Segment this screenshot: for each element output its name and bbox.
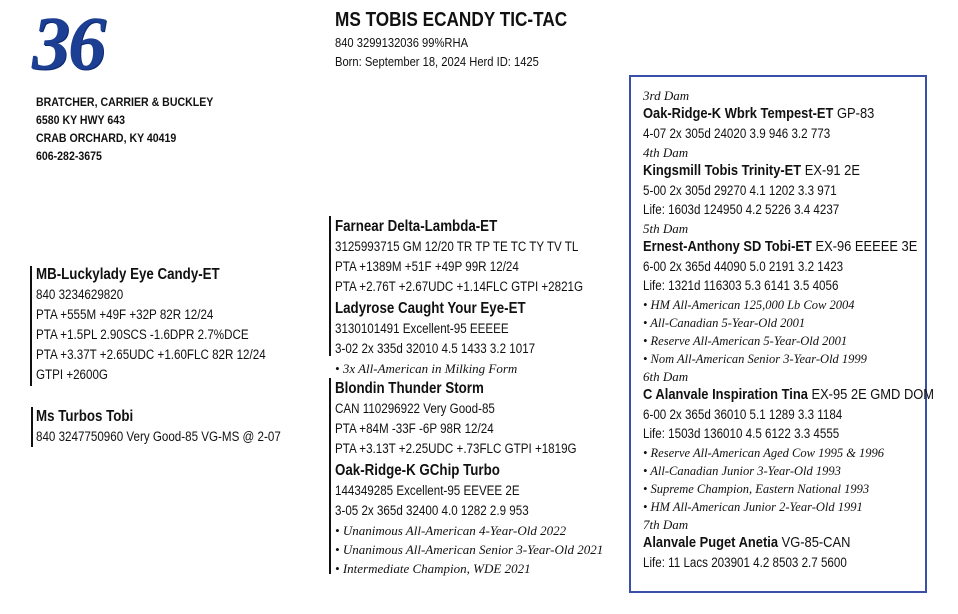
dam-name-text: Kingsmill Tobis Trinity-ET (643, 161, 802, 179)
honor-line: • Supreme Champion, Eastern National 1993 (643, 481, 870, 496)
record-line: Life: 1321d 116303 5.3 6141 3.5 4056 (643, 278, 839, 293)
record-line: Life: 1503d 136010 4.5 6122 3.3 4555 (643, 426, 840, 441)
sire-dam-name: Ladyrose Caught Your Eye-ET (335, 300, 526, 317)
honor-text: Reserve All-American 5-Year-Old 2001 (650, 333, 848, 348)
generation-3rd-dam (643, 87, 958, 144)
dam-dam-line: 3-05 2x 365d 32400 4.0 1282 2.9 953 (335, 503, 529, 518)
sire-dam-line: 3-02 2x 335d 32010 4.5 1433 3.2 1017 (335, 341, 536, 356)
dam-name (643, 104, 934, 124)
honor-text: Reserve All-American Aged Cow 1995 & 1996 (650, 445, 885, 460)
dam-dam-block (335, 461, 603, 578)
generation-label: 5th Dam (643, 220, 689, 236)
record-line: 6-00 2x 365d 36010 5.1 1289 3.3 1184 (643, 406, 843, 422)
classification: EX-96 EEEEE 3E (815, 237, 918, 255)
dam-bracket-bar (31, 407, 33, 447)
dam-name-text: Alanvale Puget Anetia (643, 533, 779, 551)
generation-6th-dam (643, 368, 958, 516)
sire-name: MB-Luckylady Eye Candy-ET (36, 266, 220, 283)
sire-block (36, 265, 303, 385)
honor-line: • All-Canadian Junior 3-Year-Old 1993 (643, 463, 841, 478)
sire-line: GTPI +2600G (36, 367, 108, 382)
dam-block (36, 407, 321, 447)
animal-name: MS TOBIS ECANDY TIC-TAC (335, 9, 568, 31)
honor-text: Unanimous All-American Senior 3-Year-Old 2021 (342, 542, 604, 557)
generation-label: 7th Dam (643, 516, 689, 532)
female-line-list (643, 87, 958, 572)
dam-name (643, 533, 934, 553)
dam-name (643, 161, 934, 181)
dam-name-text: Oak-Ridge-K Wbrk Tempest-ET (643, 105, 834, 122)
generation-label: 6th Dam (643, 368, 689, 384)
consignor-address-line-2: CRAB ORCHARD, KY 40419 (36, 133, 177, 145)
sire-dam-block (335, 299, 568, 378)
animal-id-line: 840 3299132036 99%RHA (335, 35, 469, 50)
consignor-phone: 606-282-3675 (36, 151, 102, 163)
honor-text: Nom All-American Senior 3-Year-Old 1999 (650, 351, 867, 366)
sire-sire-name: Farnear Delta-Lambda-ET (335, 218, 498, 235)
record-line: 4-07 2x 305d 24020 3.9 946 3.2 773 (643, 126, 831, 141)
lot-number: 36 (32, 2, 104, 86)
honor-line: • Reserve All-American Aged Cow 1995 & 1996 (643, 445, 885, 460)
dam-name (643, 385, 934, 405)
sire-side-bracket-bar (329, 216, 331, 356)
generation-label: 3rd Dam (643, 88, 690, 103)
dam-line: 840 3247750960 Very Good-85 VG-MS @ 2-07 (36, 429, 281, 444)
honor-line: • HM All-American Junior 2-Year-Old 1991 (643, 499, 863, 514)
dam-name: Ms Turbos Tobi (36, 408, 134, 425)
dam-dam-line: 144349285 Excellent-95 EEVEE 2E (335, 483, 520, 498)
consignor-block (36, 94, 213, 166)
record-line: Life: 11 Lacs 203901 4.2 8503 2.7 5600 (643, 554, 847, 570)
animal-header (335, 7, 605, 71)
dam-dam-honor: • Unanimous All-American 4-Year-Old 2022 (335, 523, 567, 538)
honor-text: All-Canadian 5-Year-Old 2001 (650, 315, 806, 330)
honor-text: Intermediate Champion, WDE 2021 (342, 561, 531, 576)
dam-dam-honor: • Intermediate Champion, WDE 2021 (335, 561, 531, 576)
honor-text: Unanimous All-American 4-Year-Old 2022 (342, 523, 567, 538)
honor-line: • All-Canadian 5-Year-Old 2001 (643, 315, 806, 330)
generation-4th-dam (643, 144, 958, 220)
dam-name (643, 237, 934, 257)
sire-sire-line: 3125993715 GM 12/20 TR TP TE TC TY TV TL (335, 239, 579, 254)
generation-label: 4th Dam (643, 144, 689, 160)
dam-sire-line: CAN 110296922 Very Good-85 (335, 401, 495, 416)
sire-bracket-bar (30, 266, 32, 386)
dam-name-text: C Alanvale Inspiration Tina (643, 385, 808, 403)
sire-sire-line: PTA +2.76T +2.67UDC +1.14FLC GTPI +2821G (335, 279, 584, 294)
honor-line: • HM All-American 125,000 Lb Cow 2004 (643, 297, 855, 312)
sire-line: PTA +555M +49F +32P 82R 12/24 (36, 307, 214, 322)
sire-line: PTA +1.5PL 2.90SCS -1.6DPR 2.7%DCE (36, 327, 249, 342)
classification: VG-85-CAN (781, 533, 851, 551)
dam-dam-honor: • Unanimous All-American Senior 3-Year-Old 2021 (335, 542, 604, 557)
dam-sire-block (335, 379, 616, 459)
record-line: 6-00 2x 365d 44090 5.0 2191 3.2 1423 (643, 258, 844, 274)
dam-name-text: Ernest-Anthony SD Tobi-ET (643, 237, 812, 255)
consignor-address-line-1: 6580 KY HWY 643 (36, 115, 126, 127)
sire-sire-block (335, 217, 623, 297)
dam-side-bracket-bar (329, 378, 331, 574)
female-line-box (629, 75, 935, 593)
dam-sire-line: PTA +84M -33F -6P 98R 12/24 (335, 421, 494, 436)
sire-dam-line: 3130101491 Excellent-95 EEEEE (335, 321, 509, 336)
generation-5th-dam (643, 220, 958, 368)
honor-text: HM All-American Junior 2-Year-Old 1991 (650, 499, 863, 514)
dam-dam-name: Oak-Ridge-K GChip Turbo (335, 462, 500, 479)
classification: EX-91 2E (804, 161, 860, 179)
consignor-name: BRATCHER, CARRIER & BUCKLEY (36, 97, 214, 109)
dam-sire-line: PTA +3.13T +2.25UDC +.73FLC GTPI +1819G (335, 441, 577, 456)
record-line: 5-00 2x 305d 29270 4.1 1202 3.3 971 (643, 182, 837, 198)
generation-7th-dam (643, 516, 958, 573)
honor-text: All-Canadian Junior 3-Year-Old 1993 (650, 463, 841, 478)
honor-line: • Reserve All-American 5-Year-Old 2001 (643, 333, 848, 348)
sire-line: PTA +3.37T +2.65UDC +1.60FLC 82R 12/24 (36, 347, 266, 362)
record-line: Life: 1603d 124950 4.2 5226 3.4 4237 (643, 202, 840, 217)
dam-sire-name: Blondin Thunder Storm (335, 380, 484, 397)
sire-sire-line: PTA +1389M +51F +49P 99R 12/24 (335, 259, 519, 274)
honor-line: • Nom All-American Senior 3-Year-Old 1999 (643, 351, 867, 366)
animal-born-line: Born: September 18, 2024 Herd ID: 1425 (335, 54, 539, 69)
honor-text: 3x All-American in Milking Form (342, 361, 518, 376)
honor-text: HM All-American 125,000 Lb Cow 2004 (650, 297, 855, 312)
honor-text: Supreme Champion, Eastern National 1993 (650, 481, 870, 496)
classification: GP-83 (837, 105, 875, 122)
classification: EX-95 2E GMD DOM (811, 385, 935, 403)
sire-line: 840 3234629820 (36, 287, 124, 302)
sire-dam-honor: • 3x All-American in Milking Form (335, 361, 518, 376)
